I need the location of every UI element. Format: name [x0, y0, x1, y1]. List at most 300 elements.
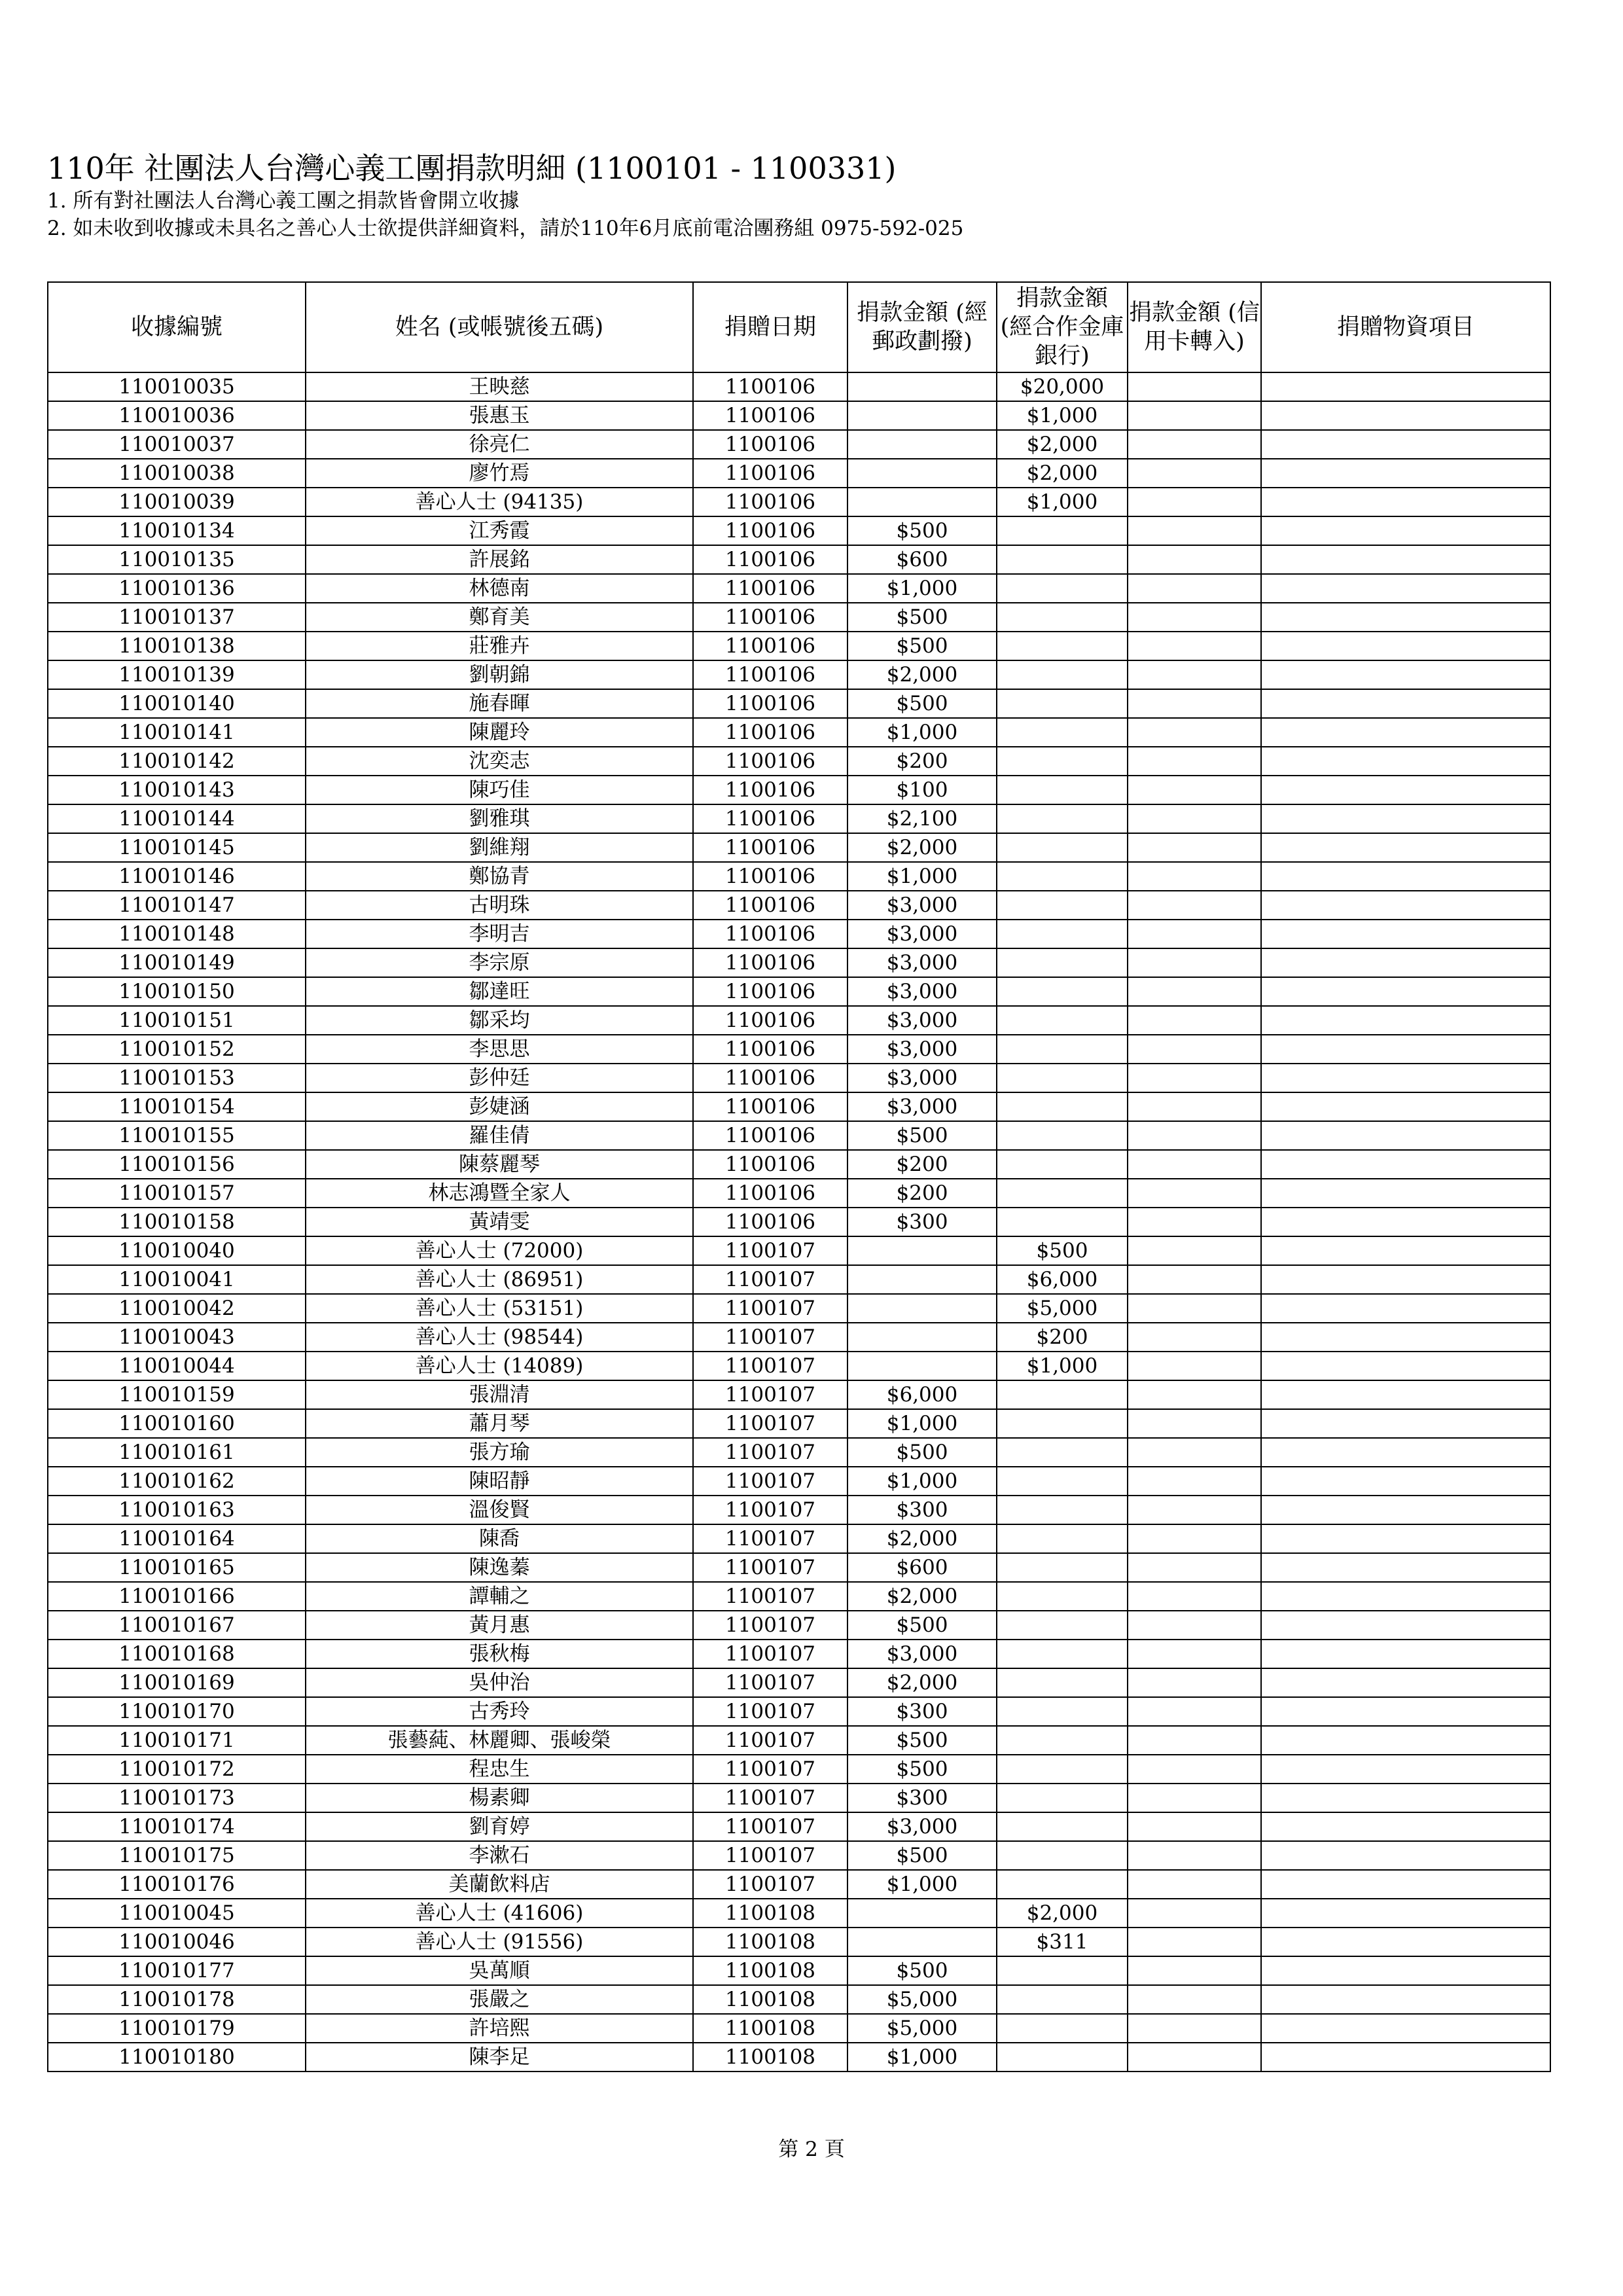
table-row [48, 1208, 1550, 1236]
donor-name-cell: 許培熙 [306, 2014, 693, 2043]
receipt-no-cell: 110010040 [48, 1236, 306, 1265]
table-row [48, 1640, 1550, 1668]
donated-items-cell [1261, 545, 1550, 574]
donated-items-cell [1261, 632, 1550, 660]
postal-amount-cell [847, 1265, 997, 1294]
donation-date-cell: 1100106 [693, 660, 847, 689]
table-row [48, 747, 1550, 776]
bank-amount-cell [997, 1121, 1128, 1150]
receipt-no-cell: 110010036 [48, 401, 306, 430]
receipt-no-cell: 110010164 [48, 1524, 306, 1553]
credit-card-amount-cell [1128, 891, 1261, 920]
donor-name-cell: 善心人士 (94135) [306, 488, 693, 516]
donor-name-cell: 陳巧佳 [306, 776, 693, 804]
receipt-no-cell: 110010145 [48, 833, 306, 862]
postal-amount-cell [847, 1294, 997, 1323]
bank-amount-cell [997, 632, 1128, 660]
donor-name-cell: 陳昭靜 [306, 1467, 693, 1496]
donation-date-cell: 1100106 [693, 1121, 847, 1150]
postal-amount-cell: $2,100 [847, 804, 997, 833]
receipt-no-cell: 110010043 [48, 1323, 306, 1352]
donation-date-cell: 1100107 [693, 1870, 847, 1899]
credit-card-amount-cell [1128, 776, 1261, 804]
donated-items-cell [1261, 516, 1550, 545]
postal-amount-cell: $200 [847, 1150, 997, 1179]
table-row [48, 1092, 1550, 1121]
donated-items-cell [1261, 660, 1550, 689]
bank-amount-cell [997, 776, 1128, 804]
donated-items-cell [1261, 1668, 1550, 1697]
table-row [48, 372, 1550, 401]
donor-name-cell: 彭仲廷 [306, 1064, 693, 1092]
bank-amount-cell [997, 1179, 1128, 1208]
credit-card-amount-cell [1128, 1870, 1261, 1899]
bank-amount-cell [997, 1956, 1128, 1985]
credit-card-amount-cell [1128, 430, 1261, 459]
donated-items-cell [1261, 1208, 1550, 1236]
postal-amount-cell [847, 1323, 997, 1352]
donation-date-cell: 1100107 [693, 1236, 847, 1265]
donated-items-cell [1261, 1092, 1550, 1121]
receipt-no-cell: 110010150 [48, 977, 306, 1006]
donated-items-cell [1261, 372, 1550, 401]
donation-date-cell: 1100106 [693, 1092, 847, 1121]
donation-date-cell: 1100106 [693, 545, 847, 574]
credit-card-amount-cell [1128, 488, 1261, 516]
donated-items-cell [1261, 1380, 1550, 1409]
table-row [48, 1236, 1550, 1265]
postal-amount-cell: $100 [847, 776, 997, 804]
donated-items-cell [1261, 1726, 1550, 1755]
receipt-no-cell: 110010169 [48, 1668, 306, 1697]
bank-amount-cell [997, 1208, 1128, 1236]
donation-date-cell: 1100106 [693, 603, 847, 632]
table-row [48, 1294, 1550, 1323]
bank-amount-cell: $20,000 [997, 372, 1128, 401]
credit-card-amount-cell [1128, 747, 1261, 776]
donated-items-cell [1261, 1697, 1550, 1726]
donated-items-cell [1261, 1812, 1550, 1841]
donated-items-cell [1261, 1985, 1550, 2014]
table-row [48, 430, 1550, 459]
bank-amount-cell [997, 833, 1128, 862]
bank-amount-cell [997, 891, 1128, 920]
postal-amount-cell: $300 [847, 1208, 997, 1236]
header-receipt-no: 收據編號 [48, 282, 306, 372]
postal-amount-cell: $500 [847, 1755, 997, 1784]
donor-name-cell: 張藝蒓、林麗卿、張峻榮 [306, 1726, 693, 1755]
donor-name-cell: 林志鴻暨全家人 [306, 1179, 693, 1208]
credit-card-amount-cell [1128, 1467, 1261, 1496]
postal-amount-cell: $3,000 [847, 920, 997, 948]
receipt-no-cell: 110010168 [48, 1640, 306, 1668]
credit-card-amount-cell [1128, 2014, 1261, 2043]
donation-date-cell: 1100107 [693, 1496, 847, 1524]
donated-items-cell [1261, 1006, 1550, 1035]
donor-name-cell: 廖竹焉 [306, 459, 693, 488]
donated-items-cell [1261, 1553, 1550, 1582]
postal-amount-cell: $500 [847, 516, 997, 545]
donor-name-cell: 施春暉 [306, 689, 693, 718]
bank-amount-cell [997, 747, 1128, 776]
donor-name-cell: 溫俊賢 [306, 1496, 693, 1524]
donor-name-cell: 善心人士 (14089) [306, 1352, 693, 1380]
credit-card-amount-cell [1128, 1668, 1261, 1697]
receipt-no-cell: 110010155 [48, 1121, 306, 1150]
header-donated-items: 捐贈物資項目 [1261, 282, 1550, 372]
bank-amount-cell [997, 1438, 1128, 1467]
bank-amount-cell [997, 862, 1128, 891]
bank-amount-cell [997, 1006, 1128, 1035]
donor-name-cell: 陳喬 [306, 1524, 693, 1553]
table-row [48, 776, 1550, 804]
table-row [48, 2014, 1550, 2043]
donation-date-cell: 1100108 [693, 2014, 847, 2043]
postal-amount-cell: $200 [847, 1179, 997, 1208]
donation-date-cell: 1100108 [693, 1928, 847, 1956]
table-row [48, 862, 1550, 891]
postal-amount-cell: $3,000 [847, 1064, 997, 1092]
donated-items-cell [1261, 1323, 1550, 1352]
donor-name-cell: 善心人士 (86951) [306, 1265, 693, 1294]
receipt-no-cell: 110010044 [48, 1352, 306, 1380]
credit-card-amount-cell [1128, 1121, 1261, 1150]
bank-amount-cell: $2,000 [997, 1899, 1128, 1928]
donation-date-cell: 1100106 [693, 1208, 847, 1236]
postal-amount-cell: $3,000 [847, 1092, 997, 1121]
donated-items-cell [1261, 1179, 1550, 1208]
donation-table [47, 281, 1551, 2072]
donated-items-cell [1261, 1755, 1550, 1784]
table-row [48, 1121, 1550, 1150]
receipt-no-cell: 110010176 [48, 1870, 306, 1899]
receipt-no-cell: 110010143 [48, 776, 306, 804]
receipt-no-cell: 110010142 [48, 747, 306, 776]
donor-name-cell: 善心人士 (72000) [306, 1236, 693, 1265]
bank-amount-cell: $1,000 [997, 401, 1128, 430]
credit-card-amount-cell [1128, 1006, 1261, 1035]
postal-amount-cell [847, 401, 997, 430]
table-row [48, 1265, 1550, 1294]
credit-card-amount-cell [1128, 1496, 1261, 1524]
credit-card-amount-cell [1128, 718, 1261, 747]
receipt-no-cell: 110010140 [48, 689, 306, 718]
donor-name-cell: 鄒達旺 [306, 977, 693, 1006]
donated-items-cell [1261, 574, 1550, 603]
donated-items-cell [1261, 1496, 1550, 1524]
donation-date-cell: 1100107 [693, 1812, 847, 1841]
table-header-row [48, 282, 1550, 372]
donation-date-cell: 1100106 [693, 430, 847, 459]
donor-name-cell: 李思思 [306, 1035, 693, 1064]
donated-items-cell [1261, 948, 1550, 977]
bank-amount-cell: $5,000 [997, 1294, 1128, 1323]
credit-card-amount-cell [1128, 545, 1261, 574]
credit-card-amount-cell [1128, 372, 1261, 401]
credit-card-amount-cell [1128, 603, 1261, 632]
donated-items-cell [1261, 459, 1550, 488]
donor-name-cell: 鄒采均 [306, 1006, 693, 1035]
postal-amount-cell [847, 1352, 997, 1380]
postal-amount-cell: $3,000 [847, 1035, 997, 1064]
donor-name-cell: 李宗原 [306, 948, 693, 977]
donation-date-cell: 1100106 [693, 804, 847, 833]
table-row [48, 1064, 1550, 1092]
credit-card-amount-cell [1128, 2043, 1261, 2072]
receipt-no-cell: 110010157 [48, 1179, 306, 1208]
donor-name-cell: 善心人士 (53151) [306, 1294, 693, 1323]
postal-amount-cell: $500 [847, 1121, 997, 1150]
donor-name-cell: 王映慈 [306, 372, 693, 401]
credit-card-amount-cell [1128, 1524, 1261, 1553]
table-row [48, 1784, 1550, 1812]
bank-amount-cell [997, 516, 1128, 545]
table-row [48, 1150, 1550, 1179]
donated-items-cell [1261, 1265, 1550, 1294]
receipt-no-cell: 110010175 [48, 1841, 306, 1870]
table-row [48, 977, 1550, 1006]
donor-name-cell: 沈奕志 [306, 747, 693, 776]
donor-name-cell: 譚輔之 [306, 1582, 693, 1611]
donation-date-cell: 1100108 [693, 1899, 847, 1928]
postal-amount-cell: $500 [847, 603, 997, 632]
bank-amount-cell [997, 1697, 1128, 1726]
credit-card-amount-cell [1128, 689, 1261, 718]
donated-items-cell [1261, 603, 1550, 632]
bank-amount-cell [997, 1150, 1128, 1179]
donor-name-cell: 古秀玲 [306, 1697, 693, 1726]
table-row [48, 1899, 1550, 1928]
postal-amount-cell: $300 [847, 1496, 997, 1524]
header-bank-amount: 捐款金額 (經合作金庫銀行) [997, 282, 1128, 372]
donation-date-cell: 1100107 [693, 1582, 847, 1611]
receipt-no-cell: 110010134 [48, 516, 306, 545]
donation-date-cell: 1100107 [693, 1294, 847, 1323]
table-row [48, 459, 1550, 488]
donated-items-cell [1261, 1928, 1550, 1956]
credit-card-amount-cell [1128, 862, 1261, 891]
donor-name-cell: 江秀霞 [306, 516, 693, 545]
donation-date-cell: 1100107 [693, 1352, 847, 1380]
postal-amount-cell [847, 488, 997, 516]
postal-amount-cell: $500 [847, 1841, 997, 1870]
postal-amount-cell: $300 [847, 1697, 997, 1726]
donated-items-cell [1261, 1121, 1550, 1150]
donor-name-cell: 劉育婷 [306, 1812, 693, 1841]
donor-name-cell: 李明吉 [306, 920, 693, 948]
bank-amount-cell [997, 1092, 1128, 1121]
table-row [48, 1582, 1550, 1611]
donation-date-cell: 1100106 [693, 1064, 847, 1092]
postal-amount-cell [847, 1899, 997, 1928]
donor-name-cell: 鄭育美 [306, 603, 693, 632]
bank-amount-cell [997, 920, 1128, 948]
postal-amount-cell: $1,000 [847, 574, 997, 603]
bank-amount-cell [997, 603, 1128, 632]
header-date: 捐贈日期 [693, 282, 847, 372]
bank-amount-cell [997, 1726, 1128, 1755]
table-row [48, 1985, 1550, 2014]
table-row [48, 401, 1550, 430]
donated-items-cell [1261, 747, 1550, 776]
donor-name-cell: 古明珠 [306, 891, 693, 920]
donation-date-cell: 1100107 [693, 1380, 847, 1409]
donor-name-cell: 李漱石 [306, 1841, 693, 1870]
credit-card-amount-cell [1128, 1064, 1261, 1092]
postal-amount-cell: $2,000 [847, 833, 997, 862]
credit-card-amount-cell [1128, 1812, 1261, 1841]
receipt-no-cell: 110010151 [48, 1006, 306, 1035]
table-row [48, 1726, 1550, 1755]
postal-amount-cell: $1,000 [847, 1870, 997, 1899]
bank-amount-cell: $311 [997, 1928, 1128, 1956]
credit-card-amount-cell [1128, 1697, 1261, 1726]
donated-items-cell [1261, 2043, 1550, 2072]
bank-amount-cell [997, 1784, 1128, 1812]
donated-items-cell [1261, 2014, 1550, 2043]
donation-date-cell: 1100106 [693, 776, 847, 804]
donation-date-cell: 1100107 [693, 1640, 847, 1668]
donated-items-cell [1261, 689, 1550, 718]
donor-name-cell: 鄭協青 [306, 862, 693, 891]
credit-card-amount-cell [1128, 1438, 1261, 1467]
postal-amount-cell: $500 [847, 632, 997, 660]
table-row [48, 1006, 1550, 1035]
donation-date-cell: 1100106 [693, 632, 847, 660]
table-row [48, 660, 1550, 689]
bank-amount-cell [997, 718, 1128, 747]
table-row [48, 804, 1550, 833]
receipt-no-cell: 110010159 [48, 1380, 306, 1409]
bank-amount-cell [997, 1064, 1128, 1092]
credit-card-amount-cell [1128, 1265, 1261, 1294]
postal-amount-cell: $500 [847, 1438, 997, 1467]
donation-date-cell: 1100107 [693, 1726, 847, 1755]
table-row [48, 1755, 1550, 1784]
donor-name-cell: 善心人士 (91556) [306, 1928, 693, 1956]
receipt-no-cell: 110010041 [48, 1265, 306, 1294]
postal-amount-cell: $3,000 [847, 948, 997, 977]
receipt-no-cell: 110010173 [48, 1784, 306, 1812]
credit-card-amount-cell [1128, 920, 1261, 948]
donation-date-cell: 1100106 [693, 1179, 847, 1208]
credit-card-amount-cell [1128, 516, 1261, 545]
donation-date-cell: 1100107 [693, 1784, 847, 1812]
receipt-no-cell: 110010180 [48, 2043, 306, 2072]
receipt-no-cell: 110010037 [48, 430, 306, 459]
donor-name-cell: 劉維翔 [306, 833, 693, 862]
donated-items-cell [1261, 1870, 1550, 1899]
receipt-no-cell: 110010149 [48, 948, 306, 977]
donor-name-cell: 善心人士 (41606) [306, 1899, 693, 1928]
table-row [48, 1812, 1550, 1841]
donated-items-cell [1261, 1409, 1550, 1438]
table-row [48, 833, 1550, 862]
postal-amount-cell: $3,000 [847, 1812, 997, 1841]
donation-date-cell: 1100107 [693, 1467, 847, 1496]
donor-name-cell: 吳仲治 [306, 1668, 693, 1697]
document-title: 110年 社團法人台灣心義工團捐款明細 (1100101 - 1100331) [47, 151, 897, 186]
bank-amount-cell [997, 660, 1128, 689]
credit-card-amount-cell [1128, 1323, 1261, 1352]
credit-card-amount-cell [1128, 1784, 1261, 1812]
donation-date-cell: 1100107 [693, 1438, 847, 1467]
bank-amount-cell [997, 689, 1128, 718]
table-row [48, 920, 1550, 948]
postal-amount-cell: $1,000 [847, 2043, 997, 2072]
postal-amount-cell: $600 [847, 545, 997, 574]
postal-amount-cell: $2,000 [847, 1582, 997, 1611]
postal-amount-cell: $1,000 [847, 862, 997, 891]
receipt-no-cell: 110010174 [48, 1812, 306, 1841]
receipt-no-cell: 110010035 [48, 372, 306, 401]
donation-date-cell: 1100107 [693, 1524, 847, 1553]
donor-name-cell: 張秋梅 [306, 1640, 693, 1668]
table-row [48, 516, 1550, 545]
donation-date-cell: 1100108 [693, 2043, 847, 2072]
receipt-no-cell: 110010158 [48, 1208, 306, 1236]
bank-amount-cell: $2,000 [997, 459, 1128, 488]
credit-card-amount-cell [1128, 1928, 1261, 1956]
donated-items-cell [1261, 833, 1550, 862]
postal-amount-cell: $500 [847, 1611, 997, 1640]
donor-name-cell: 張淵清 [306, 1380, 693, 1409]
table-row [48, 545, 1550, 574]
donated-items-cell [1261, 401, 1550, 430]
credit-card-amount-cell [1128, 1092, 1261, 1121]
credit-card-amount-cell [1128, 1236, 1261, 1265]
credit-card-amount-cell [1128, 1409, 1261, 1438]
credit-card-amount-cell [1128, 1553, 1261, 1582]
bank-amount-cell: $2,000 [997, 430, 1128, 459]
receipt-no-cell: 110010178 [48, 1985, 306, 2014]
receipt-no-cell: 110010147 [48, 891, 306, 920]
bank-amount-cell [997, 574, 1128, 603]
receipt-no-cell: 110010042 [48, 1294, 306, 1323]
postal-amount-cell: $500 [847, 689, 997, 718]
postal-amount-cell: $1,000 [847, 1409, 997, 1438]
donor-name-cell: 彭婕涵 [306, 1092, 693, 1121]
bank-amount-cell [997, 1467, 1128, 1496]
donor-name-cell: 許展銘 [306, 545, 693, 574]
donation-date-cell: 1100106 [693, 833, 847, 862]
receipt-no-cell: 110010148 [48, 920, 306, 948]
postal-amount-cell [847, 1236, 997, 1265]
donor-name-cell: 陳蔡麗琴 [306, 1150, 693, 1179]
postal-amount-cell [847, 430, 997, 459]
table-row [48, 1870, 1550, 1899]
donation-date-cell: 1100106 [693, 574, 847, 603]
receipt-no-cell: 110010179 [48, 2014, 306, 2043]
note-2: 2. 如未收到收據或未具名之善心人士欲提供詳細資料，請於110年6月底前電洽團務組 0975-592-025 [47, 217, 964, 240]
donor-name-cell: 徐亮仁 [306, 430, 693, 459]
receipt-no-cell: 110010144 [48, 804, 306, 833]
donated-items-cell [1261, 1956, 1550, 1985]
bank-amount-cell [997, 1668, 1128, 1697]
donor-name-cell: 蕭月琴 [306, 1409, 693, 1438]
bank-amount-cell [997, 948, 1128, 977]
donation-date-cell: 1100106 [693, 977, 847, 1006]
receipt-no-cell: 110010162 [48, 1467, 306, 1496]
bank-amount-cell: $6,000 [997, 1265, 1128, 1294]
table-row [48, 1956, 1550, 1985]
receipt-no-cell: 110010156 [48, 1150, 306, 1179]
donor-name-cell: 楊素卿 [306, 1784, 693, 1812]
donation-date-cell: 1100107 [693, 1265, 847, 1294]
credit-card-amount-cell [1128, 574, 1261, 603]
donated-items-cell [1261, 891, 1550, 920]
table-row [48, 1697, 1550, 1726]
